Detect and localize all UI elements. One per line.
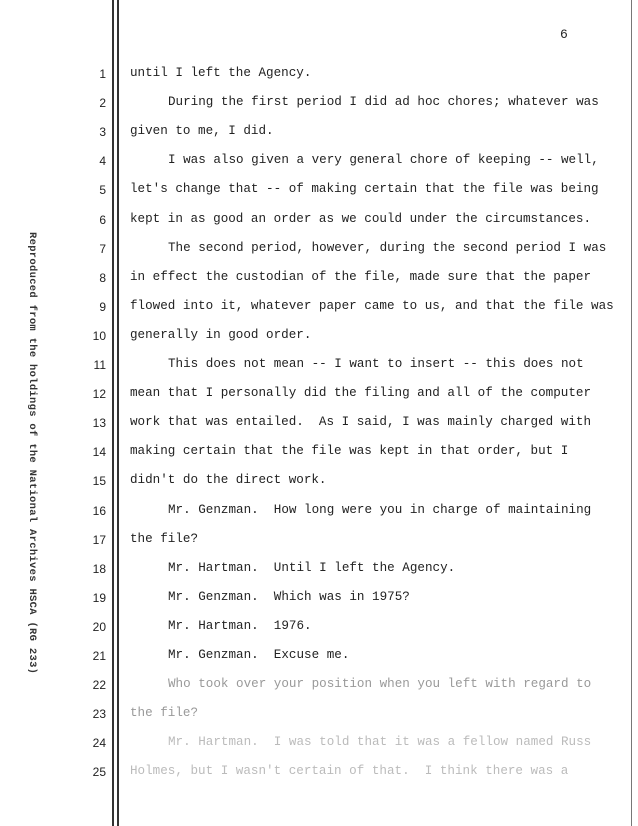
transcript-line: making certain that the file was kept in that order, but I: [130, 444, 569, 459]
line-number: 18: [92, 561, 106, 576]
transcript-line: the file?: [130, 706, 199, 721]
line-number: 23: [92, 707, 106, 722]
margin-rule-right: [631, 0, 632, 826]
line-number: 25: [92, 765, 106, 780]
line-number: 11: [93, 358, 106, 372]
transcript-line: didn't do the direct work.: [130, 473, 327, 488]
transcript-line: Mr. Hartman. 1976.: [168, 618, 312, 633]
archive-stamp: Reproduced from the holdings of the National Archives HSCA (RG 233): [26, 232, 38, 675]
line-number: 24: [92, 736, 106, 751]
line-number: 20: [92, 619, 106, 634]
line-number: 6: [99, 212, 106, 227]
line-number: 22: [92, 678, 106, 693]
transcript-line: Mr. Genzman. How long were you in charge of maintaining: [168, 502, 592, 517]
line-number: 17: [92, 532, 106, 547]
transcript-line: Mr. Hartman. Until I left the Agency.: [168, 560, 456, 575]
transcript-line: Holmes, but I wasn't certain of that. I think there was a: [130, 764, 569, 779]
transcript-line: until I left the Agency.: [130, 66, 312, 80]
transcript-line: work that was entailed. As I said, I was mainly charged with: [130, 415, 592, 430]
transcript-line: Mr. Genzman. Which was in 1975?: [168, 589, 410, 604]
transcript-line: Mr. Hartman. I was told that it was a fellow named Russ: [168, 735, 592, 750]
transcript-line: This does not mean -- I want to insert -- this does not: [168, 357, 584, 371]
transcript-line: Who took over your position when you left with regard to: [168, 677, 592, 692]
transcript-line: given to me, I did.: [130, 124, 274, 139]
line-number: 4: [99, 154, 106, 169]
transcript-line: let's change that -- of making certain that the file was being: [130, 182, 599, 197]
line-number: 16: [92, 503, 106, 518]
line-number: 13: [92, 416, 106, 431]
line-number: 15: [92, 474, 106, 489]
transcript-line: flowed into it, whatever paper came to us, and that the file was: [130, 298, 614, 313]
transcript-line: I was also given a very general chore of keeping -- well,: [168, 153, 599, 168]
line-number: 14: [92, 445, 106, 460]
transcript-line: The second period, however, during the second period I was: [168, 240, 607, 255]
transcript-line: During the first period I did ad hoc chores; whatever was: [168, 95, 599, 110]
transcript-line: mean that I personally did the filing and all of the computer: [130, 386, 592, 401]
transcript-line: generally in good order.: [130, 327, 312, 342]
line-number: 10: [92, 328, 106, 343]
line-number: 19: [92, 590, 106, 605]
line-number: 21: [92, 649, 106, 663]
line-number: 9: [99, 299, 106, 314]
line-number: 3: [99, 125, 106, 140]
transcript-line: Mr. Genzman. Excuse me.: [168, 648, 350, 662]
line-number: 1: [99, 67, 106, 81]
page-number: 6: [560, 27, 568, 42]
line-number: 5: [99, 183, 106, 198]
transcript-line: the file?: [130, 531, 199, 546]
transcript-line: kept in as good an order as we could under the circumstances.: [130, 211, 592, 226]
line-number: 8: [99, 270, 106, 285]
margin-rule-left-outer: [112, 0, 114, 826]
margin-rule-left-inner: [117, 0, 119, 826]
line-number: 2: [99, 96, 106, 111]
line-number: 7: [99, 241, 106, 256]
transcript-line: in effect the custodian of the file, made sure that the paper: [130, 269, 592, 284]
line-number: 12: [92, 387, 106, 402]
